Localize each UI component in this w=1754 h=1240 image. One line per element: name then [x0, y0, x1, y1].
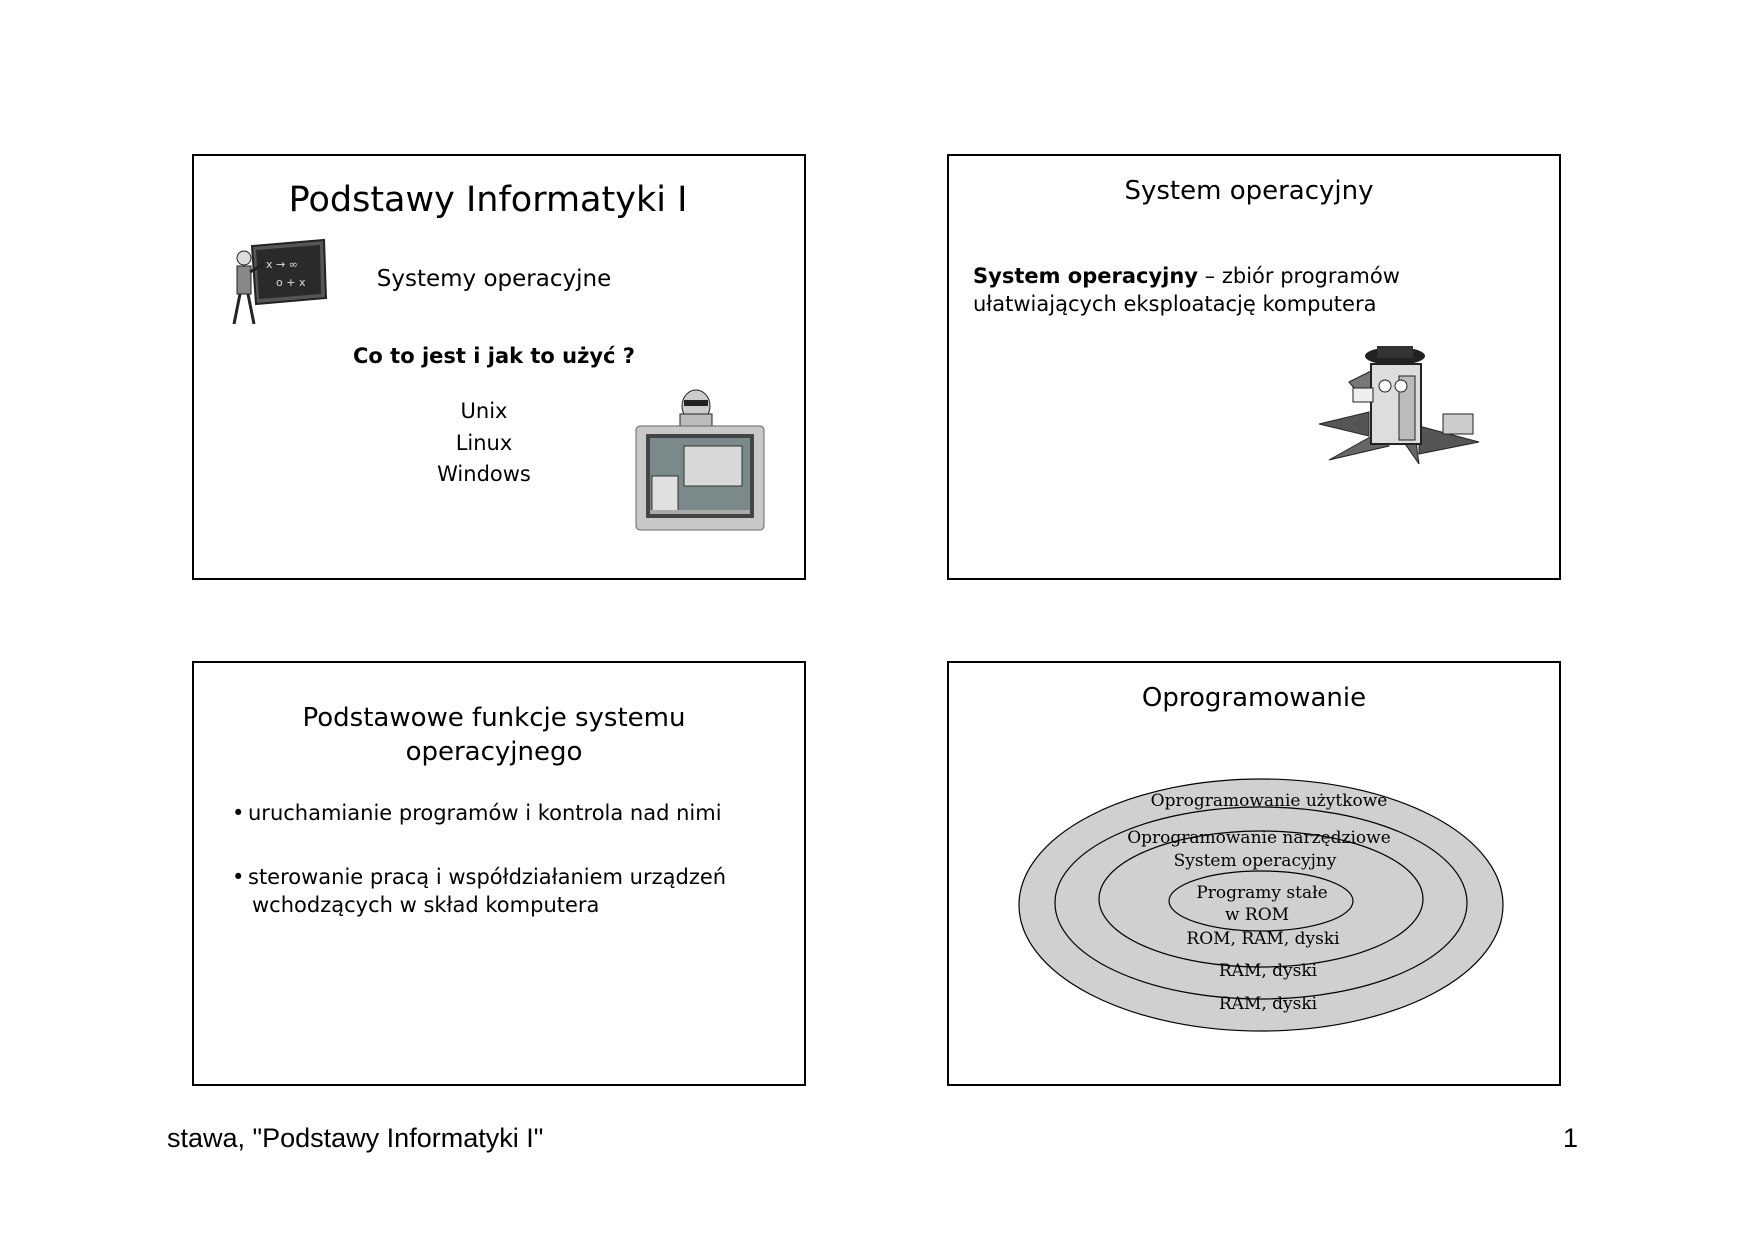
- storage-label-os: ROM, RAM, dyski: [1186, 929, 1340, 949]
- teacher-clipart-icon: [224, 238, 334, 330]
- bullet-symbol: •: [232, 865, 245, 889]
- footer-source: stawa, "Podstawy Informatyki I": [167, 1123, 544, 1153]
- bullet2-text-line2: wchodzących w skład komputera: [252, 893, 600, 917]
- slide-title: [192, 154, 806, 580]
- storage-label-user: RAM, dyski: [1218, 994, 1318, 1014]
- slide3-title-line2: operacyjnego: [405, 737, 583, 767]
- slide3-title: [194, 701, 794, 769]
- definition-dash: –: [1198, 264, 1222, 288]
- slide1-question: Co to jest i jak to użyć ?: [353, 344, 635, 368]
- slide-system-definition: [947, 154, 1561, 580]
- computer-monitor-icon: [634, 386, 768, 534]
- os-item-unix: Unix: [460, 399, 508, 423]
- definition-text: zbiór programów ułatwiających eksploatację komputera: [973, 264, 1400, 316]
- slide-software-layers: [947, 661, 1561, 1086]
- definition-term: System operacyjny: [973, 264, 1198, 288]
- slide4-title: Oprogramowanie: [1141, 683, 1367, 713]
- svg-text:x → ∞: x → ∞: [266, 258, 298, 271]
- bullet2-text-line1: sterowanie pracą i współdziałaniem urządzeń: [248, 865, 727, 889]
- slide1-title: Podstawy Informatyki I: [288, 180, 688, 220]
- layer-label-rom-line2: w ROM: [1224, 905, 1290, 925]
- layer-label-rom-line1: Programy stałe: [1196, 883, 1328, 903]
- bullet1-text: uruchamianie programów i kontrola nad nimi: [248, 801, 722, 825]
- slide1-subtitle: Systemy operacyjne: [376, 266, 612, 292]
- layer-label-user: Oprogramowanie użytkowe: [1150, 791, 1388, 811]
- os-item-windows: Windows: [437, 462, 531, 486]
- software-layers-diagram: [1017, 777, 1505, 1037]
- os-item-linux: Linux: [455, 431, 513, 455]
- layer-label-tools: Oprogramowanie narzędziowe: [1127, 828, 1391, 848]
- slide2-title: System operacyjny: [1124, 176, 1374, 206]
- bullet-item: [232, 801, 792, 825]
- slide3-title-line1: Podstawowe funkcje systemu: [302, 703, 686, 733]
- bullet-item: [232, 863, 792, 919]
- slide2-definition: [973, 262, 1543, 318]
- svg-text:o + x: o + x: [276, 276, 306, 289]
- storage-label-tools: RAM, dyski: [1218, 961, 1318, 981]
- page-number: 1: [1563, 1123, 1579, 1153]
- bullet-symbol: •: [232, 801, 245, 825]
- computer-policeman-icon: [1309, 342, 1489, 468]
- layer-label-os: System operacyjny: [1173, 851, 1337, 871]
- slide-basic-functions: [192, 661, 806, 1086]
